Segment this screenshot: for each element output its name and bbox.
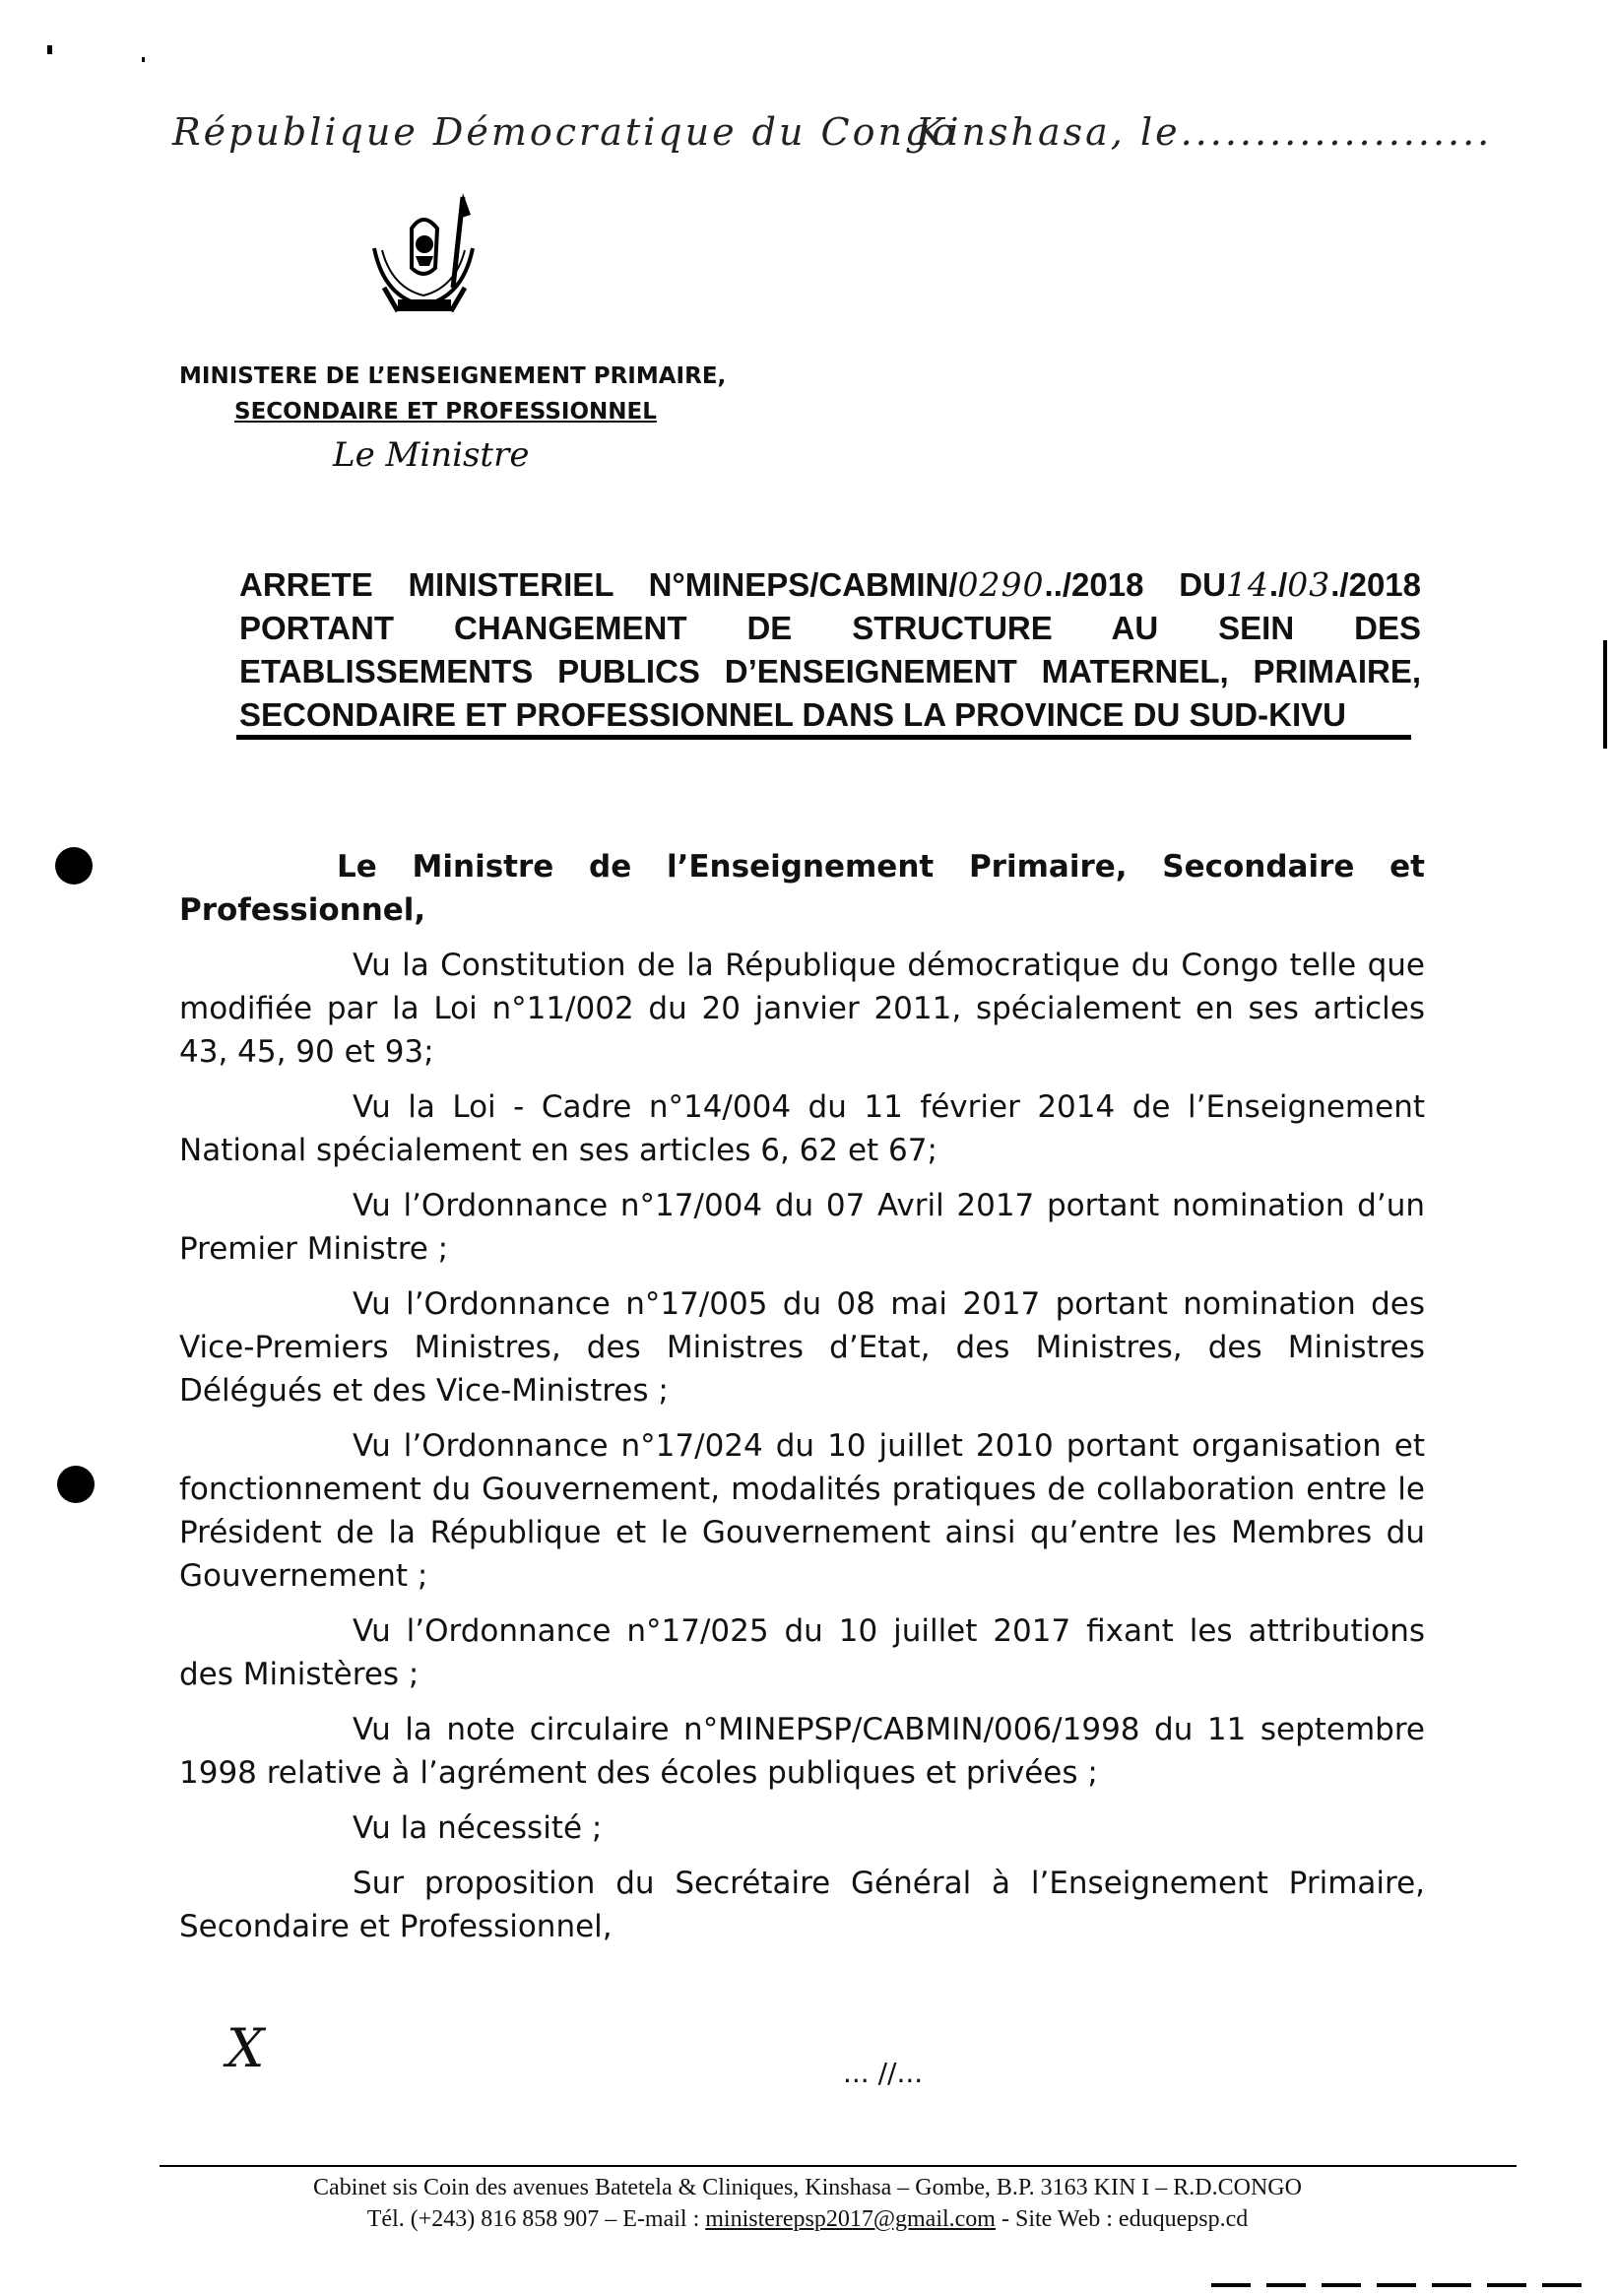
decree-title-line2: PORTANT CHANGEMENT DE STRUCTURE AU SEIN DES	[239, 610, 1421, 646]
decree-day: 14	[1225, 565, 1269, 604]
recital-paragraph: Vu la Constitution de la République démocratique du Congo telle que modifiée par la Loi n°11/002 du 20 janvier 2011, spécialement en ses articles 43, 45, 90 et 93;	[179, 948, 1425, 1070]
ministry-name-line1: MINISTERE DE L’ENSEIGNEMENT PRIMAIRE,	[179, 363, 727, 389]
ministry-name-line2: SECONDAIRE ET PROFESSIONNEL	[234, 399, 657, 425]
handwritten-initial: X	[226, 2017, 265, 2079]
recital-paragraph: Vu la Loi - Cadre n°14/004 du 11 février 2014 de l’Enseignement National spécialement en ses articles 6, 62 et 67;	[179, 1089, 1425, 1168]
republic-heading: République Démocratique du Congo	[172, 110, 958, 154]
decree-month: 03	[1287, 565, 1331, 604]
footer	[118, 2172, 1497, 2235]
decree-title	[239, 563, 1421, 737]
preamble-intro: Le Ministre de l’Enseignement Primaire, Secondaire et Professionnel,	[179, 849, 1425, 928]
title-rule	[236, 735, 1411, 740]
website-text: - Site Web : eduquepsp.cd	[995, 2206, 1249, 2232]
recital-paragraph: Vu l’Ordonnance n°17/025 du 10 juillet 2017 fixant les attributions des Ministères ;	[179, 1613, 1425, 1692]
continuation-mark: ... //...	[843, 2057, 924, 2089]
scan-speck	[142, 57, 145, 62]
recital-paragraph: Vu l’Ordonnance n°17/004 du 07 Avril 2017 portant nomination d’un Premier Ministre ;	[179, 1188, 1425, 1267]
decree-title-line3: ETABLISSEMENTS PUBLICS D’ENSEIGNEMENT MATERNEL, PRIMAIRE,	[239, 653, 1421, 689]
decree-body	[179, 845, 1425, 1960]
punch-hole-mark	[57, 1466, 95, 1503]
recital-paragraph: Sur proposition du Secrétaire Général à l’Enseignement Primaire, Secondaire et Professionnel,	[179, 1866, 1425, 1944]
email-link[interactable]: ministerepsp2017@gmail.com	[705, 2206, 996, 2232]
decree-title-line4: SECONDAIRE ET PROFESSIONNEL DANS LA PROVINCE DU SUD-KIVU	[239, 696, 1346, 733]
scan-speck	[47, 45, 52, 54]
footer-rule	[160, 2165, 1517, 2167]
coat-of-arms-emblem	[355, 189, 492, 323]
footer-contact: Tél. (+243) 816 858 907 – E-mail : ministerepsp2017@gmail.com - Site Web : eduquepsp.cd	[366, 2206, 1249, 2232]
decree-number: 0290	[957, 565, 1045, 604]
recital-paragraph: Vu la nécessité ;	[353, 1810, 603, 1846]
recital-paragraph: Vu la note circulaire n°MINEPSP/CABMIN/006/1998 du 11 septembre 1998 relative à l’agrément des écoles publiques et privées ;	[179, 1712, 1425, 1791]
decree-title-line1: ARRETE MINISTERIEL N°MINEPS/CABMIN/0290../2018 DU14./03./2018	[239, 565, 1421, 604]
recital-paragraph: Vu l’Ordonnance n°17/024 du 10 juillet 2010 portant organisation et fonctionnement du Gouvernement, modalités pratiques de collaboration entre le Président de la République et le Gouvernement ainsi qu’entre les Membres du Gouvernement ;	[179, 1428, 1425, 1594]
place-date: Kinshasa, le.....................	[916, 110, 1493, 154]
recital-paragraph: Vu l’Ordonnance n°17/005 du 08 mai 2017 portant nomination des Vice-Premiers Ministres, des Ministres d’Etat, des Ministres, des Ministres Délégués et des Vice-Ministres ;	[179, 1286, 1425, 1409]
minister-title: Le Ministre	[333, 435, 530, 475]
scan-edge-mark	[1211, 2283, 1585, 2287]
scan-edge-mark	[1603, 640, 1607, 749]
footer-address: Cabinet sis Coin des avenues Batetela & Cliniques, Kinshasa – Gombe, B.P. 3163 KIN I – R.D.CONGO	[313, 2175, 1302, 2200]
punch-hole-mark	[55, 847, 93, 885]
